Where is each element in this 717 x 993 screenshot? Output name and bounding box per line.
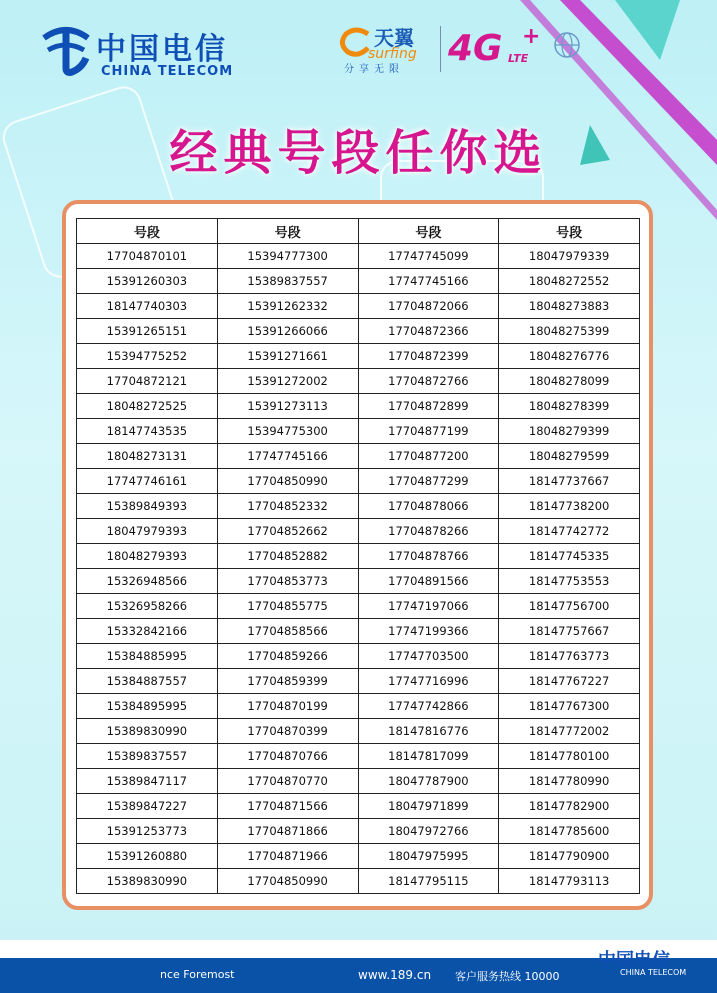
column-header: 号段 (217, 219, 358, 244)
number-cell: 18147757667 (499, 619, 640, 644)
number-cell: 15389847117 (77, 769, 218, 794)
number-cell: 17704853773 (217, 569, 358, 594)
number-cell: 15326958266 (77, 594, 218, 619)
table-row (77, 469, 640, 494)
number-cell: 15391253773 (77, 819, 218, 844)
number-cell: 17704878266 (358, 519, 499, 544)
number-cell: 17704877299 (358, 469, 499, 494)
number-cell: 18147753553 (499, 569, 640, 594)
table-row (77, 869, 640, 894)
number-cell: 15391262332 (217, 294, 358, 319)
number-cell: 18048272525 (77, 394, 218, 419)
number-cell: 18047971899 (358, 794, 499, 819)
number-cell: 17704859266 (217, 644, 358, 669)
number-cell: 15391260303 (77, 269, 218, 294)
table-row (77, 744, 640, 769)
number-cell: 18147740303 (77, 294, 218, 319)
number-cell: 18047975995 (358, 844, 499, 869)
table-row (77, 319, 640, 344)
number-cell: 18047979339 (499, 244, 640, 269)
column-header: 号段 (358, 219, 499, 244)
number-cell: 17747742866 (358, 694, 499, 719)
footer-telecom-logo: 中国电信 (598, 950, 670, 971)
table-row (77, 269, 640, 294)
surfing-slogan: 分享无限 (344, 64, 404, 75)
table-row (77, 694, 640, 719)
number-cell: 15389837557 (77, 744, 218, 769)
number-cell: 18147743535 (77, 419, 218, 444)
table-row (77, 719, 640, 744)
column-header: 号段 (77, 219, 218, 244)
number-cell: 17747197066 (358, 594, 499, 619)
china-telecom-cn: 中国电信 (96, 32, 228, 67)
column-header: 号段 (499, 219, 640, 244)
number-cell: 17704870199 (217, 694, 358, 719)
table-row (77, 344, 640, 369)
surfing-cn: 天翼 (374, 26, 414, 50)
table-row (77, 794, 640, 819)
table-row (77, 519, 640, 544)
number-cell: 18147793113 (499, 869, 640, 894)
number-cell: 15332842166 (77, 619, 218, 644)
number-cell: 17704891566 (358, 569, 499, 594)
number-cell: 15394775300 (217, 419, 358, 444)
number-cell: 17704858566 (217, 619, 358, 644)
number-cell: 15391272002 (217, 369, 358, 394)
number-cell: 17704877200 (358, 444, 499, 469)
number-cell: 18147782900 (499, 794, 640, 819)
number-cell: 17747745099 (358, 244, 499, 269)
footer-service-hotline: 客户服务热线 10000 (455, 970, 560, 983)
table-row (77, 569, 640, 594)
surfing-en: surfing (368, 46, 417, 62)
number-cell: 18048278099 (499, 369, 640, 394)
number-cell: 18147763773 (499, 644, 640, 669)
4g-plus: + (522, 24, 541, 49)
number-cell: 17747703500 (358, 644, 499, 669)
number-cell: 18048279399 (499, 419, 640, 444)
number-cell: 17704878066 (358, 494, 499, 519)
number-cell: 18048273131 (77, 444, 218, 469)
number-cell: 17704872899 (358, 394, 499, 419)
table-row (77, 619, 640, 644)
globe-icon (553, 31, 581, 59)
number-cell: 18147780100 (499, 744, 640, 769)
number-cell: 18047972766 (358, 819, 499, 844)
4g-text: 4G (448, 28, 503, 69)
table-row (77, 419, 640, 444)
number-table (76, 218, 640, 894)
china-telecom-logo (38, 20, 234, 80)
number-cell: 18147772002 (499, 719, 640, 744)
table-row (77, 544, 640, 569)
number-cell: 15391271661 (217, 344, 358, 369)
number-cell: 15384887557 (77, 669, 218, 694)
footer-url: www.189.cn (358, 968, 432, 982)
number-cell: 17704870399 (217, 719, 358, 744)
table-header-row (77, 219, 640, 244)
number-cell: 18147780990 (499, 769, 640, 794)
china-telecom-en: CHINA TELECOM (101, 64, 234, 79)
number-cell: 18047787900 (358, 769, 499, 794)
table-row (77, 444, 640, 469)
number-cell: 17704870770 (217, 769, 358, 794)
number-cell: 18147767227 (499, 669, 640, 694)
number-cell: 15384885995 (77, 644, 218, 669)
table-row (77, 844, 640, 869)
number-cell: 15391265151 (77, 319, 218, 344)
number-cell: 18048279599 (499, 444, 640, 469)
number-cell: 17704871866 (217, 819, 358, 844)
table-row (77, 394, 640, 419)
logo-divider (440, 26, 441, 72)
number-cell: 17704870766 (217, 744, 358, 769)
table-row (77, 669, 640, 694)
number-cell: 18147756700 (499, 594, 640, 619)
number-cell: 17704872766 (358, 369, 499, 394)
number-cell: 18048278399 (499, 394, 640, 419)
table-row (77, 294, 640, 319)
number-cell: 18147785600 (499, 819, 640, 844)
number-cell: 18147817099 (358, 744, 499, 769)
number-cell: 18048276776 (499, 344, 640, 369)
number-cell: 17747716996 (358, 669, 499, 694)
number-cell: 15391273113 (217, 394, 358, 419)
number-cell: 18147767300 (499, 694, 640, 719)
page-title: 经典号段任你选 (169, 125, 548, 181)
number-cell: 17704872066 (358, 294, 499, 319)
lte-text: LTE (508, 52, 529, 65)
table-row (77, 244, 640, 269)
number-cell: 17704855775 (217, 594, 358, 619)
number-cell: 18048279393 (77, 544, 218, 569)
surfing-logo (338, 22, 438, 74)
table-row (77, 369, 640, 394)
number-cell: 15394775252 (77, 344, 218, 369)
table-row (77, 594, 640, 619)
number-cell: 18048272552 (499, 269, 640, 294)
number-cell: 17704870101 (77, 244, 218, 269)
number-cell: 17747745166 (358, 269, 499, 294)
number-cell: 17704852332 (217, 494, 358, 519)
number-cell: 17704872366 (358, 319, 499, 344)
number-cell: 18147795115 (358, 869, 499, 894)
number-cell: 17704871966 (217, 844, 358, 869)
footer (0, 940, 717, 993)
number-cell: 18047979393 (77, 519, 218, 544)
number-cell: 17704871566 (217, 794, 358, 819)
number-cell: 15389849393 (77, 494, 218, 519)
number-cell: 17704852882 (217, 544, 358, 569)
number-cell: 15326948566 (77, 569, 218, 594)
number-cell: 17704878766 (358, 544, 499, 569)
number-cell: 18147816776 (358, 719, 499, 744)
number-cell: 18048273883 (499, 294, 640, 319)
table-row (77, 769, 640, 794)
number-cell: 18147742772 (499, 519, 640, 544)
table-row (77, 644, 640, 669)
number-cell: 15384895995 (77, 694, 218, 719)
4g-lte-logo (448, 24, 541, 69)
number-cell: 15391260880 (77, 844, 218, 869)
number-cell: 17747199366 (358, 619, 499, 644)
number-cell: 15389847227 (77, 794, 218, 819)
number-cell: 15389830990 (77, 869, 218, 894)
number-cell: 17704850990 (217, 469, 358, 494)
number-cell: 15389830990 (77, 719, 218, 744)
table-row (77, 819, 640, 844)
number-cell: 17747745166 (217, 444, 358, 469)
number-cell: 15389837557 (217, 269, 358, 294)
number-cell: 17704859399 (217, 669, 358, 694)
number-cell: 18147790900 (499, 844, 640, 869)
table-row (77, 494, 640, 519)
table-body (77, 244, 640, 894)
number-cell: 18147737667 (499, 469, 640, 494)
number-cell: 15391266066 (217, 319, 358, 344)
footer-telecom-logo-en: CHINA TELECOM (620, 968, 687, 977)
china-telecom-emblem-icon (38, 20, 94, 76)
number-cell: 17704877199 (358, 419, 499, 444)
number-cell: 15394777300 (217, 244, 358, 269)
number-cell: 17704852662 (217, 519, 358, 544)
number-cell: 17704872399 (358, 344, 499, 369)
number-cell: 17704850990 (217, 869, 358, 894)
number-cell: 18048275399 (499, 319, 640, 344)
footer-slogan: nce Foremost (160, 968, 235, 981)
number-cell: 18147745335 (499, 544, 640, 569)
number-cell: 18147738200 (499, 494, 640, 519)
number-cell: 17747746161 (77, 469, 218, 494)
number-cell: 17704872121 (77, 369, 218, 394)
